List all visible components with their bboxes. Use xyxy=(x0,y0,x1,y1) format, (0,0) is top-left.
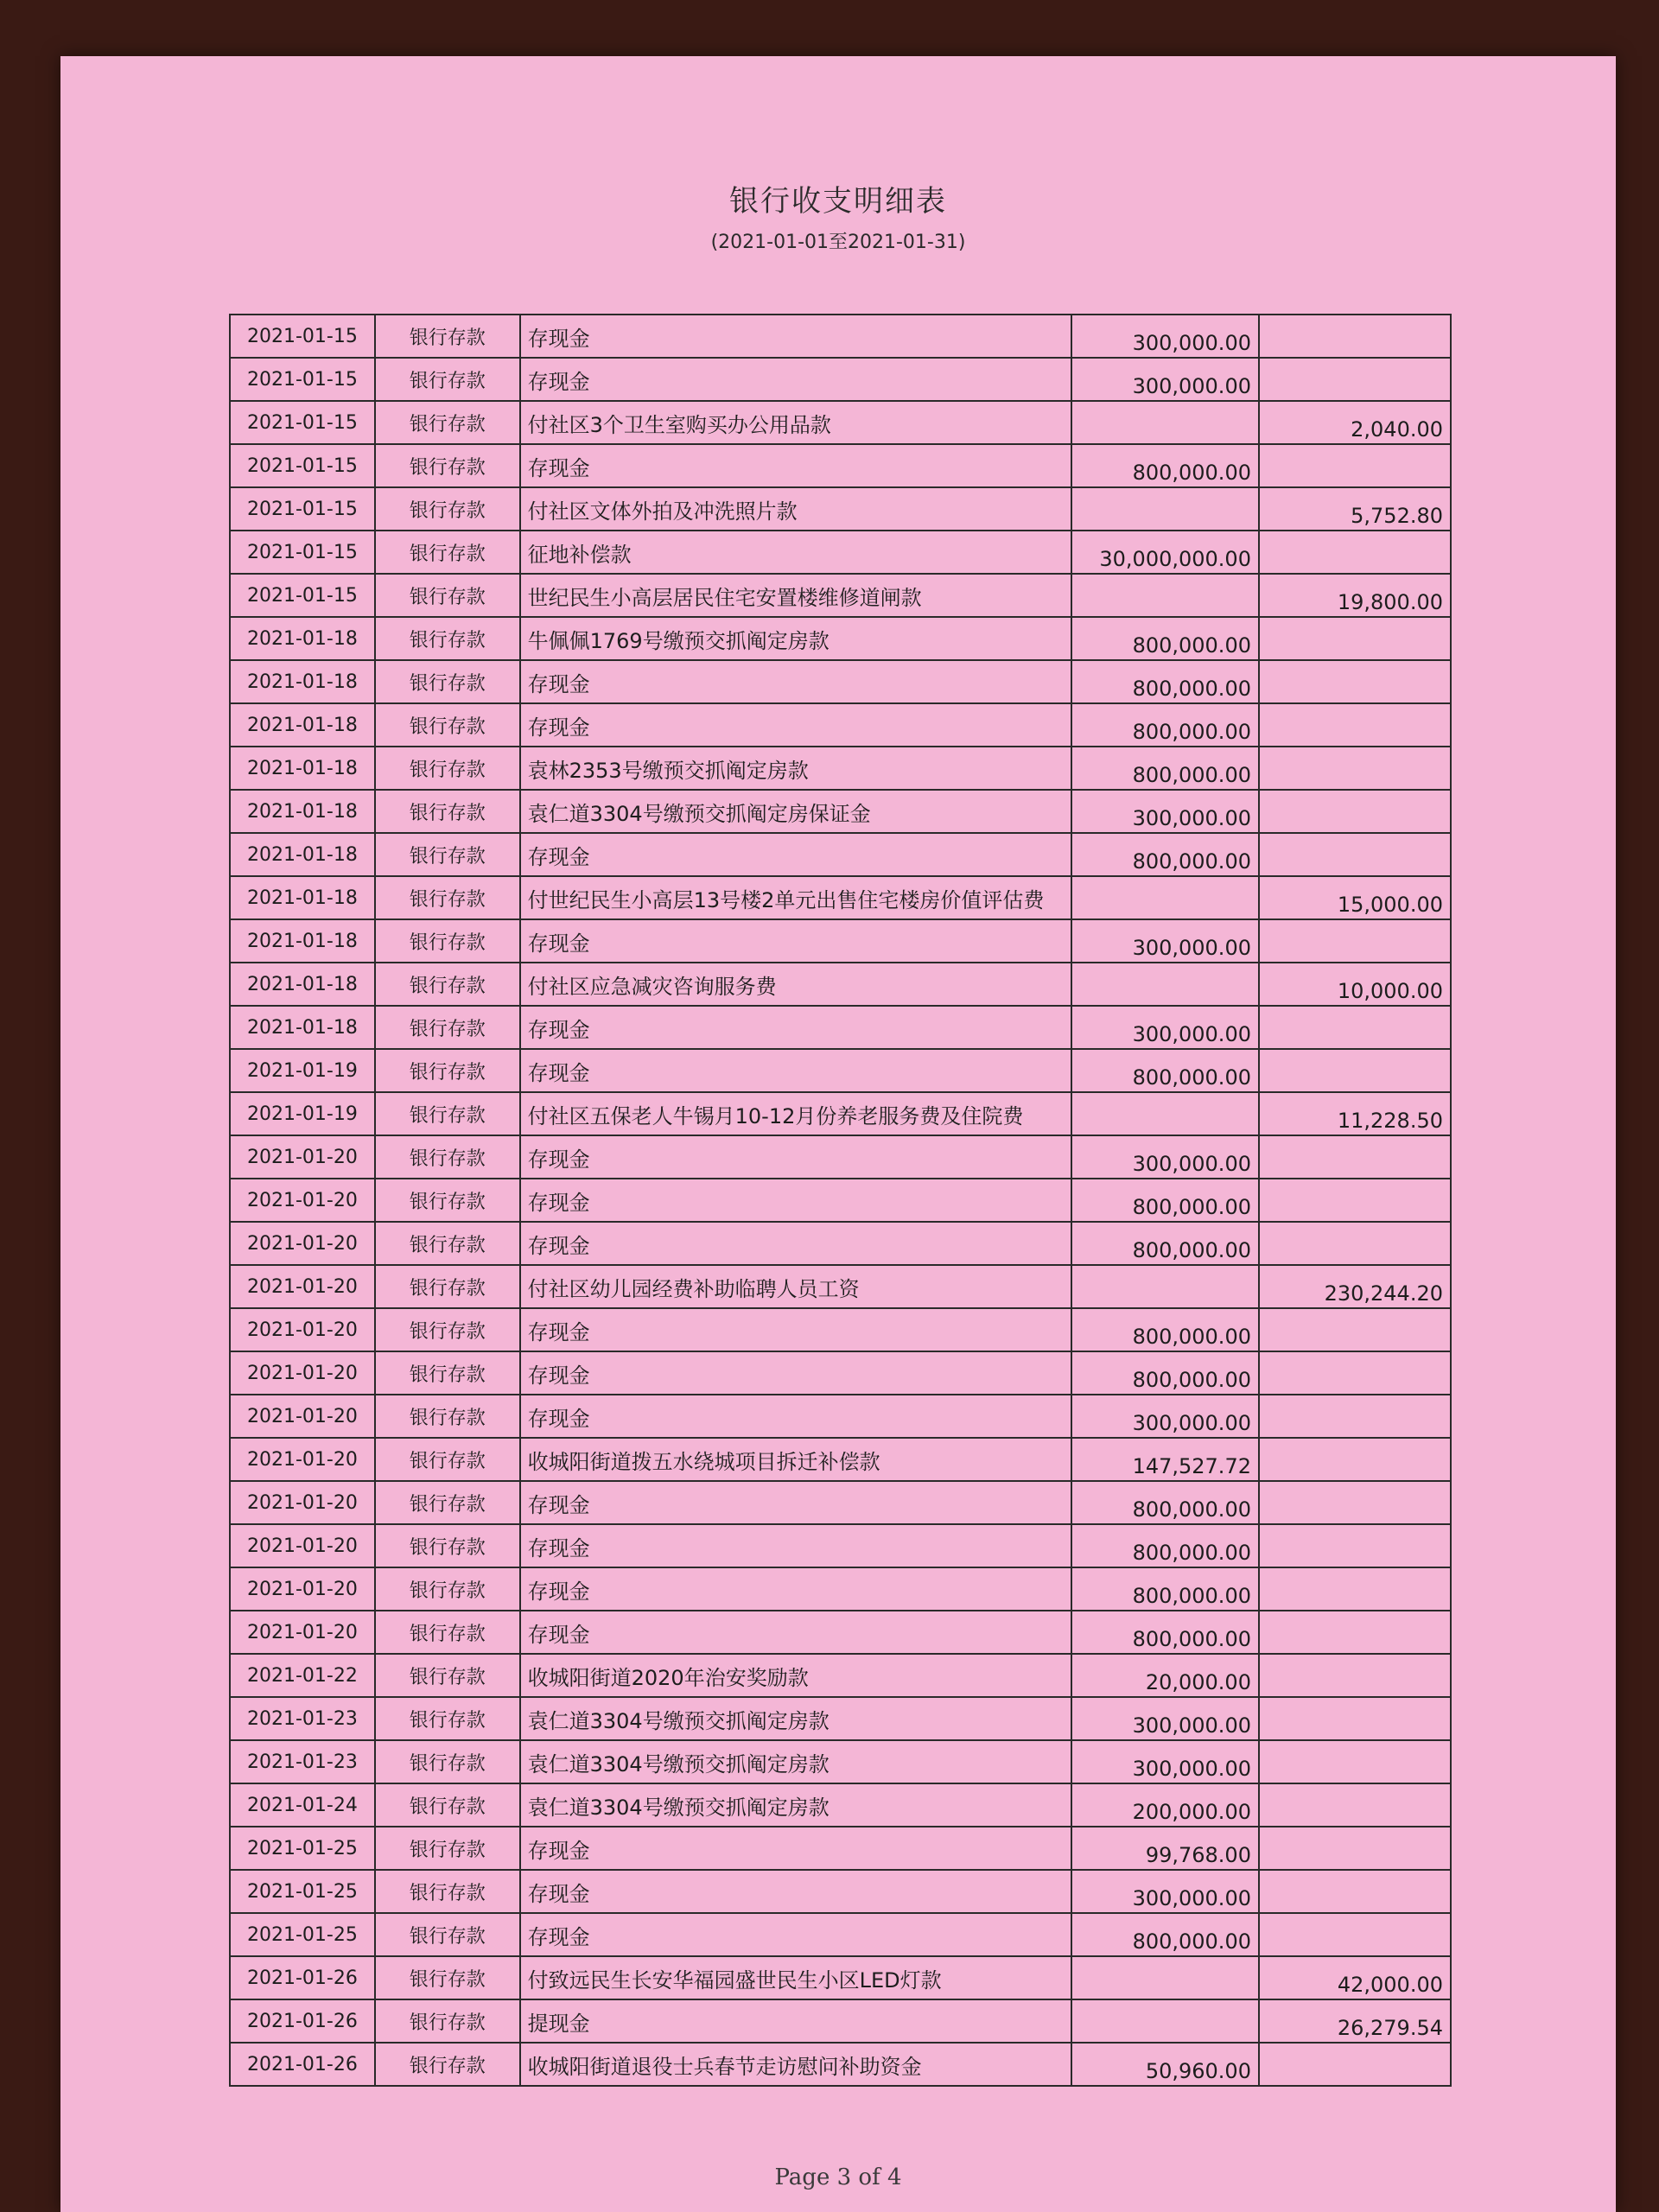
debit-amount-cell: 800,000.00 xyxy=(1071,833,1259,876)
account-cell: 银行存款 xyxy=(375,1870,520,1913)
credit-amount-cell xyxy=(1259,1654,1451,1697)
description-cell: 存现金 xyxy=(520,1827,1072,1870)
table-row xyxy=(230,617,1451,660)
account-cell: 银行存款 xyxy=(375,487,520,531)
description-cell: 袁林2353号缴预交抓阄定房款 xyxy=(520,747,1072,790)
credit-amount-cell xyxy=(1259,1222,1451,1265)
date-cell: 2021-01-18 xyxy=(230,876,375,919)
debit-amount-cell: 99,768.00 xyxy=(1071,1827,1259,1870)
account-cell: 银行存款 xyxy=(375,1999,520,2043)
debit-amount-cell: 30,000,000.00 xyxy=(1071,531,1259,574)
credit-amount-cell: 5,752.80 xyxy=(1259,487,1451,531)
table-row xyxy=(230,487,1451,531)
date-cell: 2021-01-24 xyxy=(230,1783,375,1827)
paper-page xyxy=(60,56,1616,2212)
description-cell: 付社区幼儿园经费补助临聘人员工资 xyxy=(520,1265,1072,1308)
account-cell: 银行存款 xyxy=(375,1524,520,1567)
description-cell: 存现金 xyxy=(520,1395,1072,1438)
account-cell: 银行存款 xyxy=(375,1481,520,1524)
description-cell: 存现金 xyxy=(520,660,1072,703)
description-cell: 存现金 xyxy=(520,1179,1072,1222)
table-row xyxy=(230,574,1451,617)
credit-amount-cell: 2,040.00 xyxy=(1259,401,1451,444)
credit-amount-cell xyxy=(1259,1395,1451,1438)
debit-amount-cell: 800,000.00 xyxy=(1071,444,1259,487)
credit-amount-cell: 42,000.00 xyxy=(1259,1956,1451,1999)
date-cell: 2021-01-19 xyxy=(230,1049,375,1092)
credit-amount-cell xyxy=(1259,315,1451,358)
account-cell: 银行存款 xyxy=(375,790,520,833)
credit-amount-cell xyxy=(1259,1524,1451,1567)
credit-amount-cell xyxy=(1259,1697,1451,1740)
date-cell: 2021-01-26 xyxy=(230,1999,375,2043)
debit-amount-cell: 300,000.00 xyxy=(1071,1006,1259,1049)
date-cell: 2021-01-15 xyxy=(230,444,375,487)
credit-amount-cell xyxy=(1259,1567,1451,1611)
table-row xyxy=(230,660,1451,703)
debit-amount-cell xyxy=(1071,1265,1259,1308)
debit-amount-cell: 20,000.00 xyxy=(1071,1654,1259,1697)
credit-amount-cell xyxy=(1259,444,1451,487)
account-cell: 银行存款 xyxy=(375,660,520,703)
table-row xyxy=(230,1179,1451,1222)
description-cell: 收城阳街道拨五水绕城项目拆迁补偿款 xyxy=(520,1438,1072,1481)
table-row xyxy=(230,358,1451,401)
date-cell: 2021-01-18 xyxy=(230,833,375,876)
description-cell: 存现金 xyxy=(520,833,1072,876)
debit-amount-cell: 300,000.00 xyxy=(1071,790,1259,833)
description-cell: 存现金 xyxy=(520,1870,1072,1913)
table-row xyxy=(230,1567,1451,1611)
date-cell: 2021-01-15 xyxy=(230,315,375,358)
debit-amount-cell: 800,000.00 xyxy=(1071,1913,1259,1956)
date-cell: 2021-01-20 xyxy=(230,1308,375,1351)
credit-amount-cell xyxy=(1259,1870,1451,1913)
date-cell: 2021-01-20 xyxy=(230,1438,375,1481)
description-cell: 付致远民生长安华福园盛世民生小区LED灯款 xyxy=(520,1956,1072,1999)
credit-amount-cell xyxy=(1259,919,1451,963)
debit-amount-cell: 300,000.00 xyxy=(1071,1395,1259,1438)
description-cell: 存现金 xyxy=(520,919,1072,963)
date-cell: 2021-01-20 xyxy=(230,1222,375,1265)
description-cell: 付社区应急减灾咨询服务费 xyxy=(520,963,1072,1006)
date-cell: 2021-01-18 xyxy=(230,1006,375,1049)
debit-amount-cell: 800,000.00 xyxy=(1071,1179,1259,1222)
description-cell: 存现金 xyxy=(520,1913,1072,1956)
table-row xyxy=(230,1006,1451,1049)
date-cell: 2021-01-20 xyxy=(230,1611,375,1654)
table-row xyxy=(230,1827,1451,1870)
debit-amount-cell: 300,000.00 xyxy=(1071,919,1259,963)
account-cell: 银行存款 xyxy=(375,315,520,358)
credit-amount-cell xyxy=(1259,833,1451,876)
account-cell: 银行存款 xyxy=(375,1438,520,1481)
description-cell: 袁仁道3304号缴预交抓阄定房款 xyxy=(520,1697,1072,1740)
table-row xyxy=(230,919,1451,963)
table-row xyxy=(230,1308,1451,1351)
date-cell: 2021-01-18 xyxy=(230,790,375,833)
description-cell: 存现金 xyxy=(520,444,1072,487)
ledger-table xyxy=(229,314,1452,2087)
table-row xyxy=(230,790,1451,833)
description-cell: 袁仁道3304号缴预交抓阄定房款 xyxy=(520,1740,1072,1783)
credit-amount-cell xyxy=(1259,1783,1451,1827)
table-row xyxy=(230,1049,1451,1092)
credit-amount-cell xyxy=(1259,1049,1451,1092)
date-cell: 2021-01-18 xyxy=(230,703,375,747)
table-row xyxy=(230,1481,1451,1524)
description-cell: 提现金 xyxy=(520,1999,1072,2043)
account-cell: 银行存款 xyxy=(375,1092,520,1135)
date-cell: 2021-01-18 xyxy=(230,963,375,1006)
account-cell: 银行存款 xyxy=(375,1006,520,1049)
account-cell: 银行存款 xyxy=(375,1049,520,1092)
credit-amount-cell xyxy=(1259,531,1451,574)
description-cell: 存现金 xyxy=(520,703,1072,747)
debit-amount-cell xyxy=(1071,1956,1259,1999)
table-row xyxy=(230,1999,1451,2043)
page-title: 银行收支明细表 xyxy=(729,184,947,219)
description-cell: 存现金 xyxy=(520,358,1072,401)
credit-amount-cell xyxy=(1259,1135,1451,1179)
table-row xyxy=(230,833,1451,876)
account-cell: 银行存款 xyxy=(375,2043,520,2086)
date-cell: 2021-01-25 xyxy=(230,1913,375,1956)
account-cell: 银行存款 xyxy=(375,1135,520,1179)
account-cell: 银行存款 xyxy=(375,1395,520,1438)
debit-amount-cell xyxy=(1071,963,1259,1006)
table-row xyxy=(230,747,1451,790)
credit-amount-cell xyxy=(1259,1740,1451,1783)
date-cell: 2021-01-20 xyxy=(230,1179,375,1222)
description-cell: 存现金 xyxy=(520,1611,1072,1654)
description-cell: 征地补偿款 xyxy=(520,531,1072,574)
account-cell: 银行存款 xyxy=(375,747,520,790)
account-cell: 银行存款 xyxy=(375,444,520,487)
table-row xyxy=(230,963,1451,1006)
table-row xyxy=(230,1351,1451,1395)
description-cell: 付社区3个卫生室购买办公用品款 xyxy=(520,401,1072,444)
table-row xyxy=(230,401,1451,444)
description-cell: 存现金 xyxy=(520,1308,1072,1351)
account-cell: 银行存款 xyxy=(375,1827,520,1870)
debit-amount-cell: 800,000.00 xyxy=(1071,1611,1259,1654)
table-row xyxy=(230,531,1451,574)
date-cell: 2021-01-20 xyxy=(230,1567,375,1611)
debit-amount-cell xyxy=(1071,487,1259,531)
table-row xyxy=(230,1870,1451,1913)
page-number: Page 3 of 4 xyxy=(774,2164,902,2190)
description-cell: 牛佩佩1769号缴预交抓阄定房款 xyxy=(520,617,1072,660)
table-row xyxy=(230,1524,1451,1567)
debit-amount-cell: 300,000.00 xyxy=(1071,1870,1259,1913)
table-row xyxy=(230,1783,1451,1827)
account-cell: 银行存款 xyxy=(375,617,520,660)
debit-amount-cell: 800,000.00 xyxy=(1071,1567,1259,1611)
date-cell: 2021-01-18 xyxy=(230,660,375,703)
table-row xyxy=(230,1740,1451,1783)
credit-amount-cell xyxy=(1259,1308,1451,1351)
description-cell: 收城阳街道退役士兵春节走访慰问补助资金 xyxy=(520,2043,1072,2086)
debit-amount-cell: 800,000.00 xyxy=(1071,1222,1259,1265)
debit-amount-cell xyxy=(1071,876,1259,919)
date-cell: 2021-01-26 xyxy=(230,1956,375,1999)
account-cell: 银行存款 xyxy=(375,1179,520,1222)
account-cell: 银行存款 xyxy=(375,574,520,617)
date-cell: 2021-01-20 xyxy=(230,1524,375,1567)
table-row xyxy=(230,703,1451,747)
credit-amount-cell xyxy=(1259,2043,1451,2086)
table-row xyxy=(230,1395,1451,1438)
date-cell: 2021-01-23 xyxy=(230,1740,375,1783)
date-cell: 2021-01-18 xyxy=(230,617,375,660)
date-cell: 2021-01-19 xyxy=(230,1092,375,1135)
description-cell: 付世纪民生小高层13号楼2单元出售住宅楼房价值评估费 xyxy=(520,876,1072,919)
description-cell: 存现金 xyxy=(520,1567,1072,1611)
account-cell: 银行存款 xyxy=(375,919,520,963)
account-cell: 银行存款 xyxy=(375,1351,520,1395)
debit-amount-cell xyxy=(1071,401,1259,444)
credit-amount-cell: 15,000.00 xyxy=(1259,876,1451,919)
table-row xyxy=(230,1438,1451,1481)
credit-amount-cell xyxy=(1259,1913,1451,1956)
account-cell: 银行存款 xyxy=(375,1913,520,1956)
credit-amount-cell xyxy=(1259,660,1451,703)
description-cell: 存现金 xyxy=(520,1481,1072,1524)
description-cell: 存现金 xyxy=(520,1524,1072,1567)
account-cell: 银行存款 xyxy=(375,1956,520,1999)
table-row xyxy=(230,1222,1451,1265)
credit-amount-cell xyxy=(1259,1611,1451,1654)
account-cell: 银行存款 xyxy=(375,1265,520,1308)
debit-amount-cell: 800,000.00 xyxy=(1071,617,1259,660)
description-cell: 付社区文体外拍及冲洗照片款 xyxy=(520,487,1072,531)
debit-amount-cell: 800,000.00 xyxy=(1071,1351,1259,1395)
date-cell: 2021-01-15 xyxy=(230,574,375,617)
description-cell: 存现金 xyxy=(520,1135,1072,1179)
account-cell: 银行存款 xyxy=(375,1567,520,1611)
debit-amount-cell: 50,960.00 xyxy=(1071,2043,1259,2086)
table-row xyxy=(230,1697,1451,1740)
credit-amount-cell xyxy=(1259,1179,1451,1222)
date-cell: 2021-01-20 xyxy=(230,1265,375,1308)
debit-amount-cell: 147,527.72 xyxy=(1071,1438,1259,1481)
account-cell: 银行存款 xyxy=(375,1222,520,1265)
date-cell: 2021-01-22 xyxy=(230,1654,375,1697)
date-cell: 2021-01-15 xyxy=(230,487,375,531)
date-cell: 2021-01-20 xyxy=(230,1351,375,1395)
date-cell: 2021-01-26 xyxy=(230,2043,375,2086)
credit-amount-cell xyxy=(1259,358,1451,401)
table-row xyxy=(230,1135,1451,1179)
account-cell: 银行存款 xyxy=(375,963,520,1006)
date-cell: 2021-01-18 xyxy=(230,747,375,790)
description-cell: 付社区五保老人牛锡月10-12月份养老服务费及住院费 xyxy=(520,1092,1072,1135)
description-cell: 世纪民生小高层居民住宅安置楼维修道闸款 xyxy=(520,574,1072,617)
account-cell: 银行存款 xyxy=(375,703,520,747)
debit-amount-cell: 800,000.00 xyxy=(1071,1481,1259,1524)
date-cell: 2021-01-15 xyxy=(230,531,375,574)
description-cell: 存现金 xyxy=(520,1006,1072,1049)
description-cell: 袁仁道3304号缴预交抓阄定房款 xyxy=(520,1783,1072,1827)
debit-amount-cell: 300,000.00 xyxy=(1071,1740,1259,1783)
debit-amount-cell: 300,000.00 xyxy=(1071,1135,1259,1179)
date-cell: 2021-01-25 xyxy=(230,1827,375,1870)
debit-amount-cell: 800,000.00 xyxy=(1071,703,1259,747)
debit-amount-cell: 800,000.00 xyxy=(1071,1049,1259,1092)
date-cell: 2021-01-20 xyxy=(230,1481,375,1524)
table-row xyxy=(230,1265,1451,1308)
account-cell: 银行存款 xyxy=(375,1308,520,1351)
table-row xyxy=(230,1956,1451,1999)
description-cell: 袁仁道3304号缴预交抓阄定房保证金 xyxy=(520,790,1072,833)
credit-amount-cell xyxy=(1259,1827,1451,1870)
description-cell: 存现金 xyxy=(520,1049,1072,1092)
account-cell: 银行存款 xyxy=(375,358,520,401)
date-cell: 2021-01-23 xyxy=(230,1697,375,1740)
description-cell: 收城阳街道2020年治安奖励款 xyxy=(520,1654,1072,1697)
debit-amount-cell: 800,000.00 xyxy=(1071,747,1259,790)
debit-amount-cell: 800,000.00 xyxy=(1071,1308,1259,1351)
credit-amount-cell: 26,279.54 xyxy=(1259,1999,1451,2043)
table-row xyxy=(230,315,1451,358)
credit-amount-cell xyxy=(1259,747,1451,790)
debit-amount-cell xyxy=(1071,1999,1259,2043)
account-cell: 银行存款 xyxy=(375,1697,520,1740)
debit-amount-cell xyxy=(1071,574,1259,617)
credit-amount-cell xyxy=(1259,1481,1451,1524)
credit-amount-cell xyxy=(1259,1006,1451,1049)
debit-amount-cell xyxy=(1071,1092,1259,1135)
date-cell: 2021-01-25 xyxy=(230,1870,375,1913)
account-cell: 银行存款 xyxy=(375,876,520,919)
credit-amount-cell xyxy=(1259,617,1451,660)
account-cell: 银行存款 xyxy=(375,1611,520,1654)
table-row xyxy=(230,1913,1451,1956)
description-cell: 存现金 xyxy=(520,315,1072,358)
table-row xyxy=(230,1654,1451,1697)
date-cell: 2021-01-20 xyxy=(230,1135,375,1179)
date-range-subtitle: (2021-01-01至2021-01-31) xyxy=(710,232,966,253)
credit-amount-cell xyxy=(1259,1351,1451,1395)
table-row xyxy=(230,444,1451,487)
credit-amount-cell: 11,228.50 xyxy=(1259,1092,1451,1135)
credit-amount-cell: 19,800.00 xyxy=(1259,574,1451,617)
credit-amount-cell xyxy=(1259,790,1451,833)
ledger-body xyxy=(230,315,1451,2086)
account-cell: 银行存款 xyxy=(375,1783,520,1827)
date-cell: 2021-01-18 xyxy=(230,919,375,963)
debit-amount-cell: 300,000.00 xyxy=(1071,1697,1259,1740)
debit-amount-cell: 800,000.00 xyxy=(1071,660,1259,703)
description-cell: 存现金 xyxy=(520,1222,1072,1265)
table-row xyxy=(230,2043,1451,2086)
date-cell: 2021-01-20 xyxy=(230,1395,375,1438)
table-row xyxy=(230,1611,1451,1654)
account-cell: 银行存款 xyxy=(375,1740,520,1783)
date-cell: 2021-01-15 xyxy=(230,358,375,401)
account-cell: 银行存款 xyxy=(375,401,520,444)
table-row xyxy=(230,876,1451,919)
debit-amount-cell: 300,000.00 xyxy=(1071,358,1259,401)
date-cell: 2021-01-15 xyxy=(230,401,375,444)
credit-amount-cell xyxy=(1259,1438,1451,1481)
table-row xyxy=(230,1092,1451,1135)
account-cell: 银行存款 xyxy=(375,531,520,574)
credit-amount-cell xyxy=(1259,703,1451,747)
description-cell: 存现金 xyxy=(520,1351,1072,1395)
credit-amount-cell: 10,000.00 xyxy=(1259,963,1451,1006)
credit-amount-cell: 230,244.20 xyxy=(1259,1265,1451,1308)
account-cell: 银行存款 xyxy=(375,1654,520,1697)
debit-amount-cell: 300,000.00 xyxy=(1071,315,1259,358)
debit-amount-cell: 200,000.00 xyxy=(1071,1783,1259,1827)
debit-amount-cell: 800,000.00 xyxy=(1071,1524,1259,1567)
account-cell: 银行存款 xyxy=(375,833,520,876)
